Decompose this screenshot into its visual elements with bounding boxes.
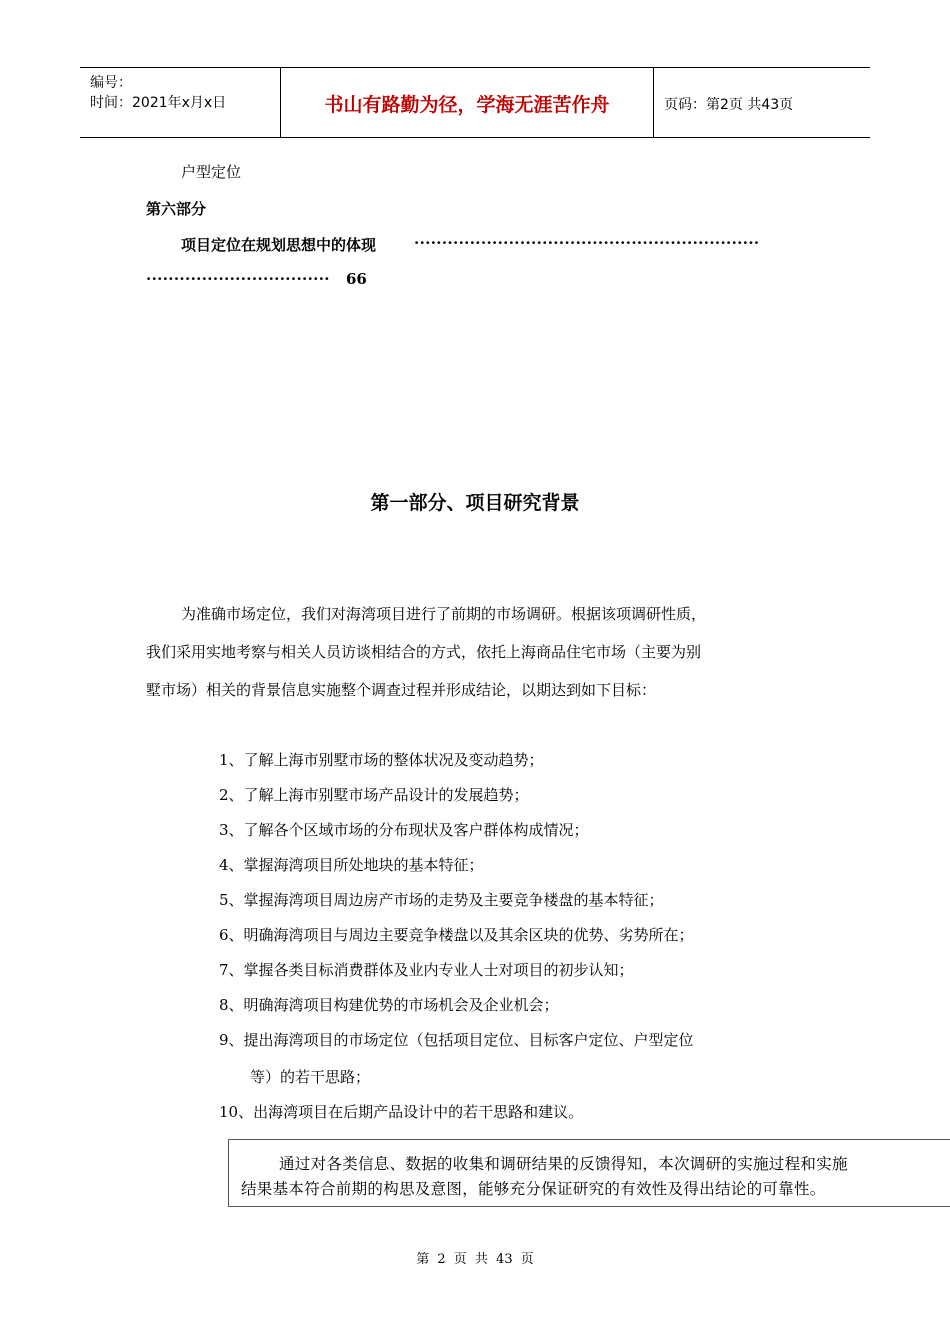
note-line: 结果基本符合前期的构思及意图，能够充分保证研究的有效性及得出结论的可靠性。 xyxy=(241,1180,826,1198)
header-meta-cell xyxy=(80,68,281,137)
goal-item: 9、提出海湾项目的市场定位（包括项目定位、目标客户定位、户型定位 xyxy=(219,1031,694,1049)
goal-item: 3、了解各个区域市场的分布现状及客户群体构成情况； xyxy=(219,821,589,839)
goal-item: 2、了解上海市别墅市场产品设计的发展趋势； xyxy=(219,786,529,804)
page-footer: 第 2 页 共 43 页 xyxy=(416,1252,534,1267)
toc-entry-leader-continued: ································· xyxy=(146,270,330,288)
toc-entry-page-number: 66 xyxy=(346,270,367,288)
goal-item: 4、掌握海湾项目所处地块的基本特征； xyxy=(219,856,484,874)
header-motto-cell xyxy=(281,68,654,137)
intro-line: 我们采用实地考察与相关人员访谈相结合的方式，依托上海商品住宅市场（主要为别 xyxy=(146,643,702,661)
goal-item: 1、了解上海市别墅市场的整体状况及变动趋势； xyxy=(219,751,544,769)
toc-entry-title: 项目定位在规划思想中的体现 xyxy=(181,236,377,254)
toc-section-label: 第六部分 xyxy=(146,200,207,218)
goal-item: 7、掌握各类目标消费群体及业内专业人士对项目的初步认知； xyxy=(219,961,634,979)
note-line: 通过对各类信息、数据的收集和调研结果的反馈得知，本次调研的实施过程和实施 xyxy=(279,1155,848,1173)
header-motto: 书山有路勤为径，学海无涯苦作舟 xyxy=(324,94,610,116)
document-date-label: 时间：2021年x月x日 xyxy=(90,95,227,111)
toc-prev-item: 户型定位 xyxy=(181,163,242,181)
section-title: 第一部分、项目研究背景 xyxy=(370,492,580,514)
intro-line: 为准确市场定位，我们对海湾项目进行了前期的市场调研。根据该项调研性质， xyxy=(181,605,707,623)
conclusion-note-box xyxy=(228,1139,950,1207)
page-header xyxy=(80,67,870,138)
goal-item: 8、明确海湾项目构建优势的市场机会及企业机会； xyxy=(219,996,559,1014)
goal-item: 5、掌握海湾项目周边房产市场的走势及主要竞争楼盘的基本特征； xyxy=(219,891,664,909)
goal-item: 10、出海湾项目在后期产品设计中的若干思路和建议。 xyxy=(219,1103,584,1121)
intro-line: 墅市场）相关的背景信息实施整个调查过程并形成结论，以期达到如下目标： xyxy=(146,681,657,699)
goal-item-continued: 等）的若干思路； xyxy=(250,1068,371,1086)
goal-item: 6、明确海湾项目与周边主要竞争楼盘以及其余区块的优势、劣势所在； xyxy=(219,926,694,944)
header-page-info: 页码：第2页 共43页 xyxy=(664,97,794,113)
toc-entry-leader: ······························································ xyxy=(414,234,760,252)
header-page-cell xyxy=(654,68,870,137)
document-number-label: 编号： xyxy=(90,75,132,91)
